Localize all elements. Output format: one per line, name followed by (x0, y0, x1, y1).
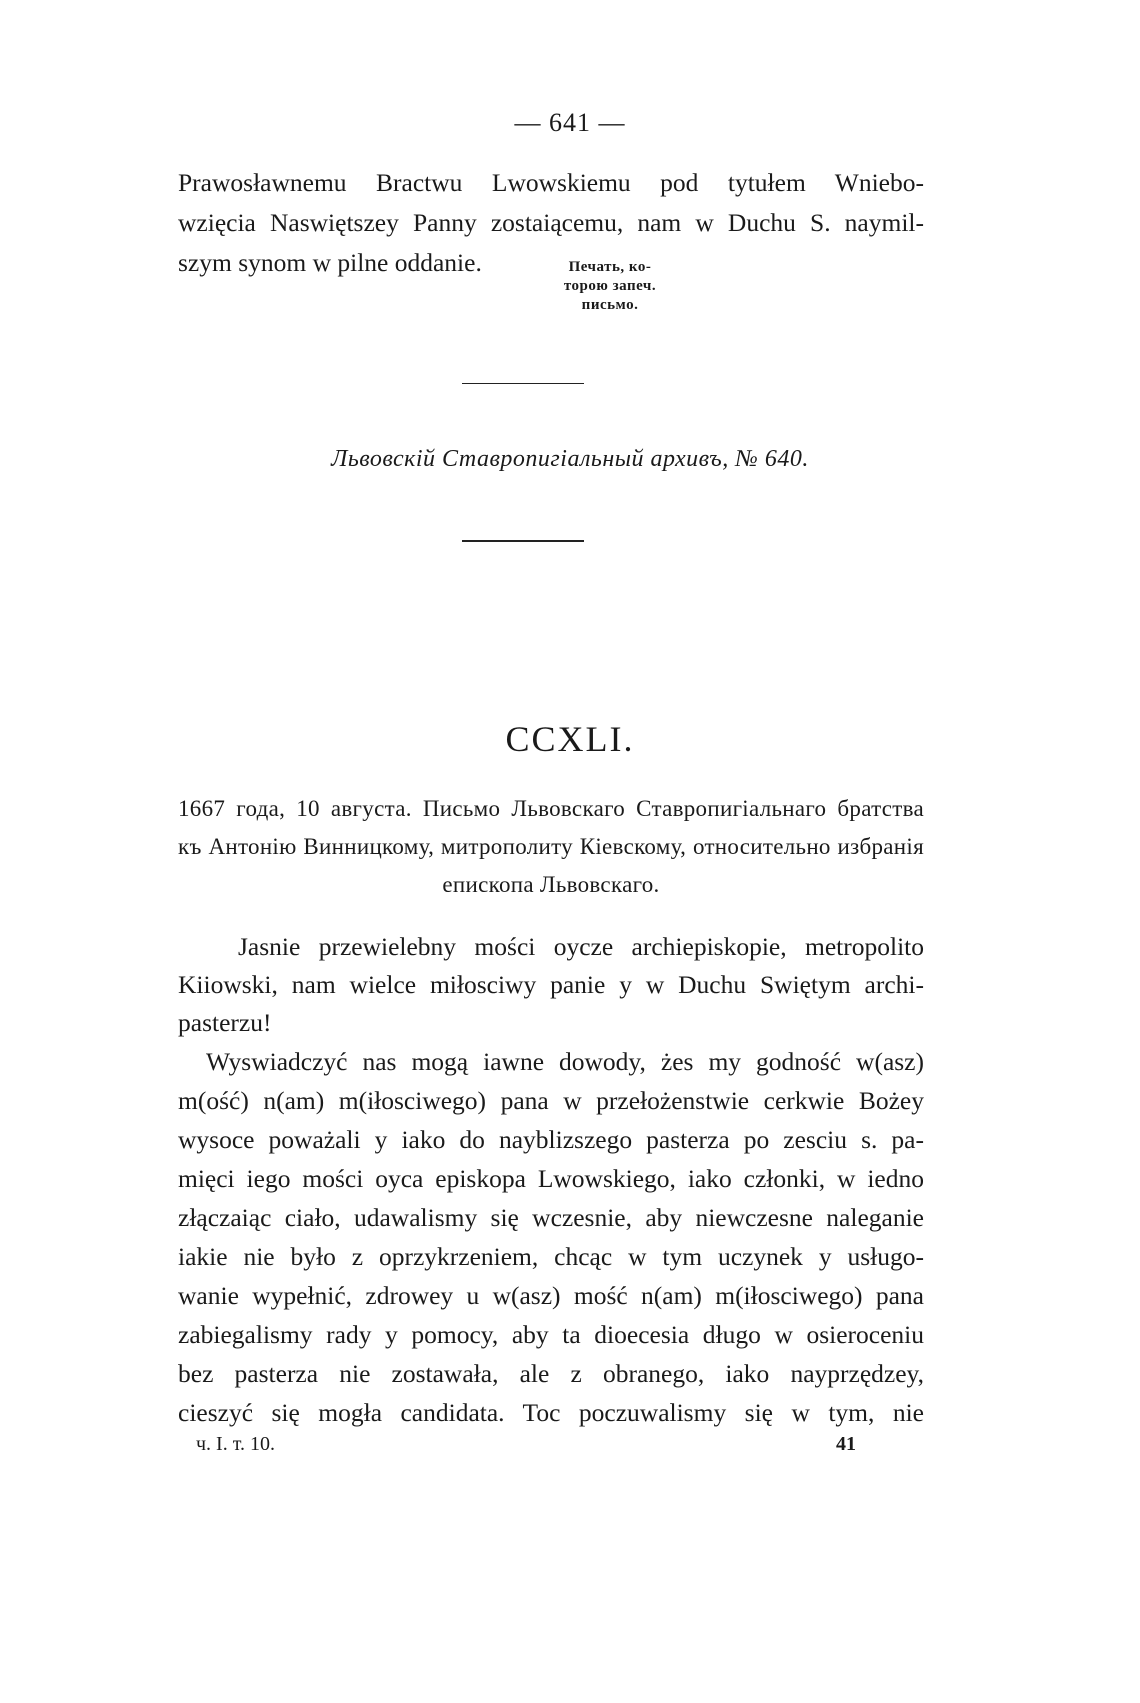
closing-address-line-2: wzięcia Naswiętszey Panny zostaiącemu, nam w Duchu S. naymil- (178, 208, 924, 237)
body-p2-line-8: zabiegalismy rady y pomocy, aby ta dioecesia długo w osieroceniu (178, 1320, 924, 1349)
closing-address-line-1: Prawosławnemu Bractwu Lwowskiemu pod tytułem Wniebo- (178, 168, 924, 197)
heading-line-1: 1667 года, 10 августа. Письмо Львовскаго Ставропигіальнаго братства (178, 796, 924, 821)
body-p2-line-6: iakie nie było z oprzykrzeniem, chcąc w tym uczynek y usługo- (178, 1242, 924, 1271)
body-p2-line-4: mięci iego mości oyca episkopa Lwowskiego, iako członki, w iedno (178, 1164, 924, 1193)
section-divider-bottom (462, 540, 584, 542)
seal-note (540, 258, 680, 315)
chapter-number: CCXLI. (505, 719, 635, 759)
seal-note-line-1: Печать, ко- (568, 259, 652, 275)
closing-address-line-3: szym synom w pilne oddanie. (178, 248, 482, 277)
body-p2-line-2: m(ość) n(am) m(iłosciwego) pana w przełożenstwie cerkwie Bożey (178, 1086, 924, 1115)
heading-line-2: къ Антонію Винницкому, митрополиту Кіевскому, относительно избранія (178, 834, 924, 859)
body-p2-line-1: Wyswiadczyć nas mogą iawne dowody, żes my godność w(asz) (206, 1047, 924, 1076)
body-p1-line-2: Kiiowski, nam wielce miłosciwy panie y w Duchu Swiętym archi- (178, 970, 924, 999)
page-number: — 641 — (514, 108, 626, 137)
body-p2-line-10: cieszyć się mogła candidata. Toc poczuwalismy się w tym, nie (178, 1398, 924, 1427)
body-p1-line-1: Jasnie przewielebny mości oycze archiepiskopie, metropolito (238, 932, 924, 961)
body-p2-line-5: złączaiąc ciało, udawalismy się wczesnie, aby niewczesne naleganie (178, 1203, 924, 1232)
heading-line-3: епископа Львовскаго. (442, 872, 660, 897)
seal-note-line-2: торою запеч. (563, 278, 657, 294)
footer-sheet-number: 41 (836, 1433, 856, 1455)
archive-reference: Львовскій Ставропигіальный архивъ, № 640. (331, 446, 809, 472)
body-p2-line-9: bez pasterza nie zostawała, ale z obranego, iako nayprzędzey, (178, 1359, 924, 1388)
body-p2-line-3: wysoce poważali y iako do nayblizszego pasterza po zesciu s. pa- (178, 1125, 924, 1154)
seal-note-line-3: письмо. (581, 297, 639, 313)
footer-signature-mark: ч. I. т. 10. (196, 1433, 275, 1455)
section-divider-top (462, 383, 584, 384)
body-p2-line-7: wanie wypełnić, zdrowey u w(asz) mość n(am) m(iłosciwego) pana (178, 1281, 924, 1310)
body-p1-line-3: pasterzu! (178, 1008, 272, 1037)
